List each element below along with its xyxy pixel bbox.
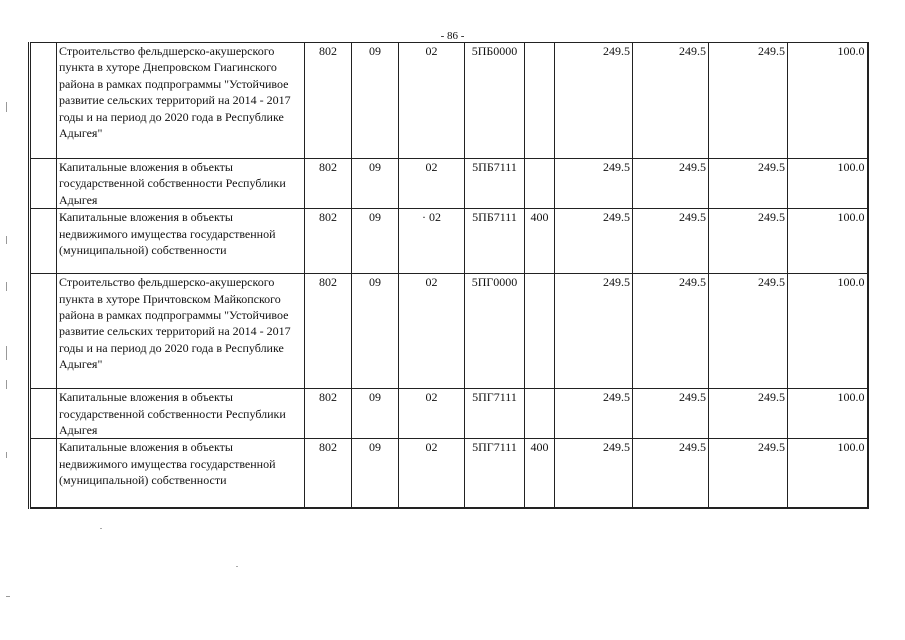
target-article-cell: 5ПБ7111 [465, 159, 525, 209]
scan-margin-mark [6, 380, 7, 389]
item-name-cell: Капитальные вложения в объекты государственной собственности Республики Адыгея [57, 389, 305, 439]
executed-amount-cell: 249.5 [709, 43, 788, 159]
refined-amount-cell: 249.5 [633, 389, 709, 439]
expense-type-cell [525, 389, 555, 439]
executed-amount-cell: 249.5 [709, 439, 788, 508]
target-article-cell: 5ПГ7111 [465, 439, 525, 508]
section-code-cell: 09 [352, 389, 399, 439]
scan-margin-mark [6, 282, 7, 291]
percent-cell: 100.0 [788, 159, 868, 209]
refined-amount-cell: 249.5 [633, 159, 709, 209]
executed-amount-cell: 249.5 [709, 209, 788, 274]
item-name-cell: Строительство фельдшерско-акушерского пункта в хуторе Днепровском Гиагинского района в рамках подпрограммы "Устойчивое развитие сельских территорий на 2014 - 2017 годы и на период до 2020 года в Республике Адыгея" [57, 43, 305, 159]
ministry-code-cell: 802 [305, 389, 352, 439]
ministry-code-cell: 802 [305, 43, 352, 159]
item-name-cell: Капитальные вложения в объекты государственной собственности Республики Адыгея [57, 159, 305, 209]
scan-margin-mark [6, 102, 7, 112]
plan-amount-cell: 249.5 [555, 274, 633, 389]
section-code-cell: 09 [352, 209, 399, 274]
table-row [30, 43, 868, 159]
scan-margin-mark [6, 346, 7, 360]
scan-speck [236, 566, 238, 567]
expense-type-cell: 400 [525, 439, 555, 508]
scan-margin-mark [6, 596, 10, 597]
row-marker-cell [30, 159, 57, 209]
plan-amount-cell: 249.5 [555, 439, 633, 508]
subsection-code-cell: 02 [399, 274, 465, 389]
plan-amount-cell: 249.5 [555, 159, 633, 209]
budget-table [28, 42, 869, 509]
subsection-code-cell: 02 [399, 159, 465, 209]
expense-type-cell [525, 43, 555, 159]
table-row [30, 274, 868, 389]
target-article-cell: 5ПГ7111 [465, 389, 525, 439]
table-row [30, 439, 868, 508]
ministry-code-cell: 802 [305, 274, 352, 389]
subsection-code-cell: 02 [399, 43, 465, 159]
table-row [30, 159, 868, 209]
section-code-cell: 09 [352, 43, 399, 159]
scan-speck [100, 528, 102, 529]
subsection-code-cell: · 02 [399, 209, 465, 274]
percent-cell: 100.0 [788, 43, 868, 159]
target-article-cell: 5ПБ0000 [465, 43, 525, 159]
ministry-code-cell: 802 [305, 159, 352, 209]
table-row [30, 209, 868, 274]
section-code-cell: 09 [352, 439, 399, 508]
refined-amount-cell: 249.5 [633, 274, 709, 389]
percent-cell: 100.0 [788, 389, 868, 439]
target-article-cell: 5ПГ0000 [465, 274, 525, 389]
ministry-code-cell: 802 [305, 439, 352, 508]
refined-amount-cell: 249.5 [633, 209, 709, 274]
ministry-code-cell: 802 [305, 209, 352, 274]
scan-margin-mark [6, 452, 7, 458]
item-name-cell: Капитальные вложения в объекты недвижимого имущества государственной (муниципальной) собственности [57, 209, 305, 274]
section-code-cell: 09 [352, 274, 399, 389]
percent-cell: 100.0 [788, 439, 868, 508]
executed-amount-cell: 249.5 [709, 274, 788, 389]
row-marker-cell [30, 209, 57, 274]
row-marker-cell [30, 274, 57, 389]
page-number: - 86 - [440, 30, 465, 42]
item-name-cell: Капитальные вложения в объекты недвижимого имущества государственной (муниципальной) собственности [57, 439, 305, 508]
plan-amount-cell: 249.5 [555, 389, 633, 439]
item-name-cell: Строительство фельдшерско-акушерского пункта в хуторе Причтовском Майкопского района в рамках подпрограммы "Устойчивое развитие сельских территорий на 2014 - 2017 годы и на период до 2020 года в Республике Адыгея" [57, 274, 305, 389]
expense-type-cell [525, 159, 555, 209]
row-marker-cell [30, 439, 57, 508]
section-code-cell: 09 [352, 159, 399, 209]
subsection-code-cell: 02 [399, 439, 465, 508]
plan-amount-cell: 249.5 [555, 209, 633, 274]
row-marker-cell [30, 389, 57, 439]
percent-cell: 100.0 [788, 274, 868, 389]
row-marker-cell [30, 43, 57, 159]
target-article-cell: 5ПБ7111 [465, 209, 525, 274]
scan-margin-mark [6, 236, 7, 244]
refined-amount-cell: 249.5 [633, 439, 709, 508]
plan-amount-cell: 249.5 [555, 43, 633, 159]
expense-type-cell [525, 274, 555, 389]
executed-amount-cell: 249.5 [709, 159, 788, 209]
percent-cell: 100.0 [788, 209, 868, 274]
expense-type-cell: 400 [525, 209, 555, 274]
table-row [30, 389, 868, 439]
executed-amount-cell: 249.5 [709, 389, 788, 439]
subsection-code-cell: 02 [399, 389, 465, 439]
refined-amount-cell: 249.5 [633, 43, 709, 159]
